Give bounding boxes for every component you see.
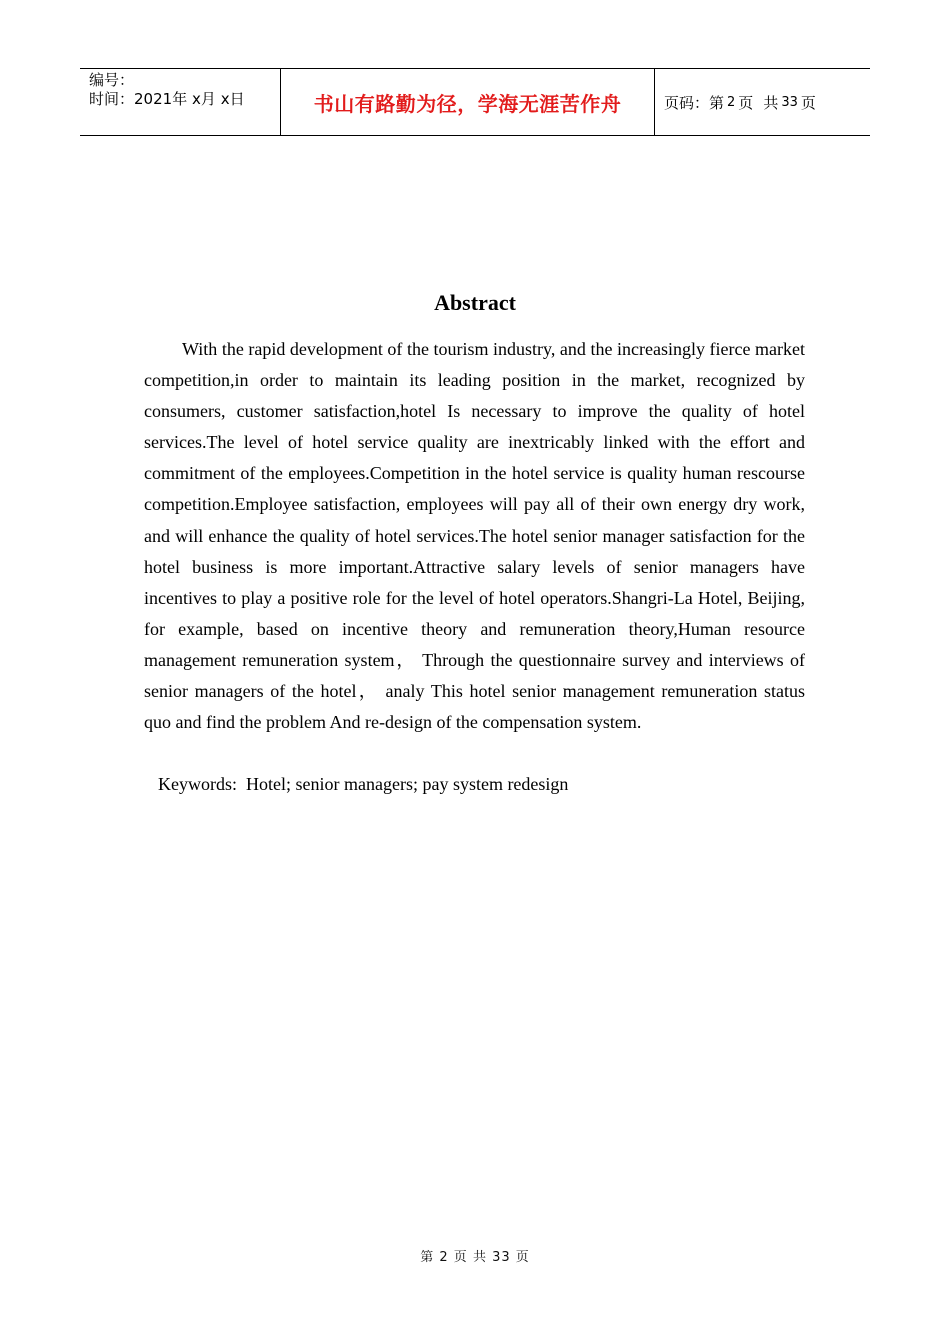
keywords-text: Hotel; senior managers; pay system redesign bbox=[246, 774, 569, 794]
header-meta-cell bbox=[80, 69, 281, 135]
date-day-unit: 日 bbox=[229, 90, 245, 108]
footer-total-unit: 页 bbox=[515, 1250, 530, 1265]
abstract-body: With the rapid development of the tourism industry, and the increasingly fierce market competition,in order to maintain its leading position in the market, recognized by consumers, customer satisfaction,hotel Is necessary to improve the quality of hotel services.The level of hotel service quality are inextricably linked with the effort and commitment of the employees.Competition in the hotel service is quality human rescourse competition.Employee satisfaction, employees will pay all of their own energy dry work, and will enhance the quality of hotel services.The hotel senior manager satisfaction for the hotel business is more important.Attractive salary levels of senior managers have incentives to play a positive role for the level of hotel operators.Shangri-La Hotel, Beijing, for example, based on incentive theory and remuneration theory,Human resource management remuneration system， Through the questionnaire survey and interviews of senior managers of the hotel， analy This hotel senior management remuneration status quo and find the problem And re-design of the compensation system. bbox=[144, 339, 805, 733]
header-page-cell bbox=[655, 69, 870, 135]
page-header bbox=[80, 68, 870, 136]
date-label: 时间： bbox=[89, 90, 135, 108]
page-total-unit: 页 bbox=[800, 93, 816, 112]
keywords-line bbox=[158, 770, 568, 798]
footer-page-unit: 页 bbox=[453, 1250, 468, 1265]
page-footer bbox=[0, 1246, 950, 1265]
footer-total-prefix: 共 bbox=[472, 1250, 487, 1265]
date-month: x bbox=[192, 90, 201, 108]
footer-page-current: 2 bbox=[439, 1250, 449, 1265]
abstract-title: Abstract bbox=[434, 290, 516, 315]
page-unit: 页 bbox=[738, 93, 754, 112]
header-motto-cell bbox=[281, 69, 655, 135]
footer-page-total: 33 bbox=[492, 1250, 511, 1265]
page-current: 2 bbox=[727, 94, 736, 110]
date-year: 2021 bbox=[134, 90, 173, 108]
date-year-unit: 年 bbox=[172, 90, 188, 108]
date-day: x bbox=[220, 90, 230, 108]
footer-page-prefix: 第 bbox=[420, 1250, 435, 1265]
keywords-label: Keywords: bbox=[158, 774, 237, 794]
page-label: 页码：第 bbox=[664, 93, 725, 112]
date-line bbox=[89, 90, 280, 109]
page-total: 33 bbox=[781, 94, 798, 110]
number-label: 编号： bbox=[89, 71, 135, 89]
header-motto: 书山有路勤为径，学海无涯苦作舟 bbox=[313, 91, 622, 116]
page-total-prefix: 共 bbox=[763, 93, 779, 112]
date-month-unit: 月 bbox=[200, 90, 216, 108]
